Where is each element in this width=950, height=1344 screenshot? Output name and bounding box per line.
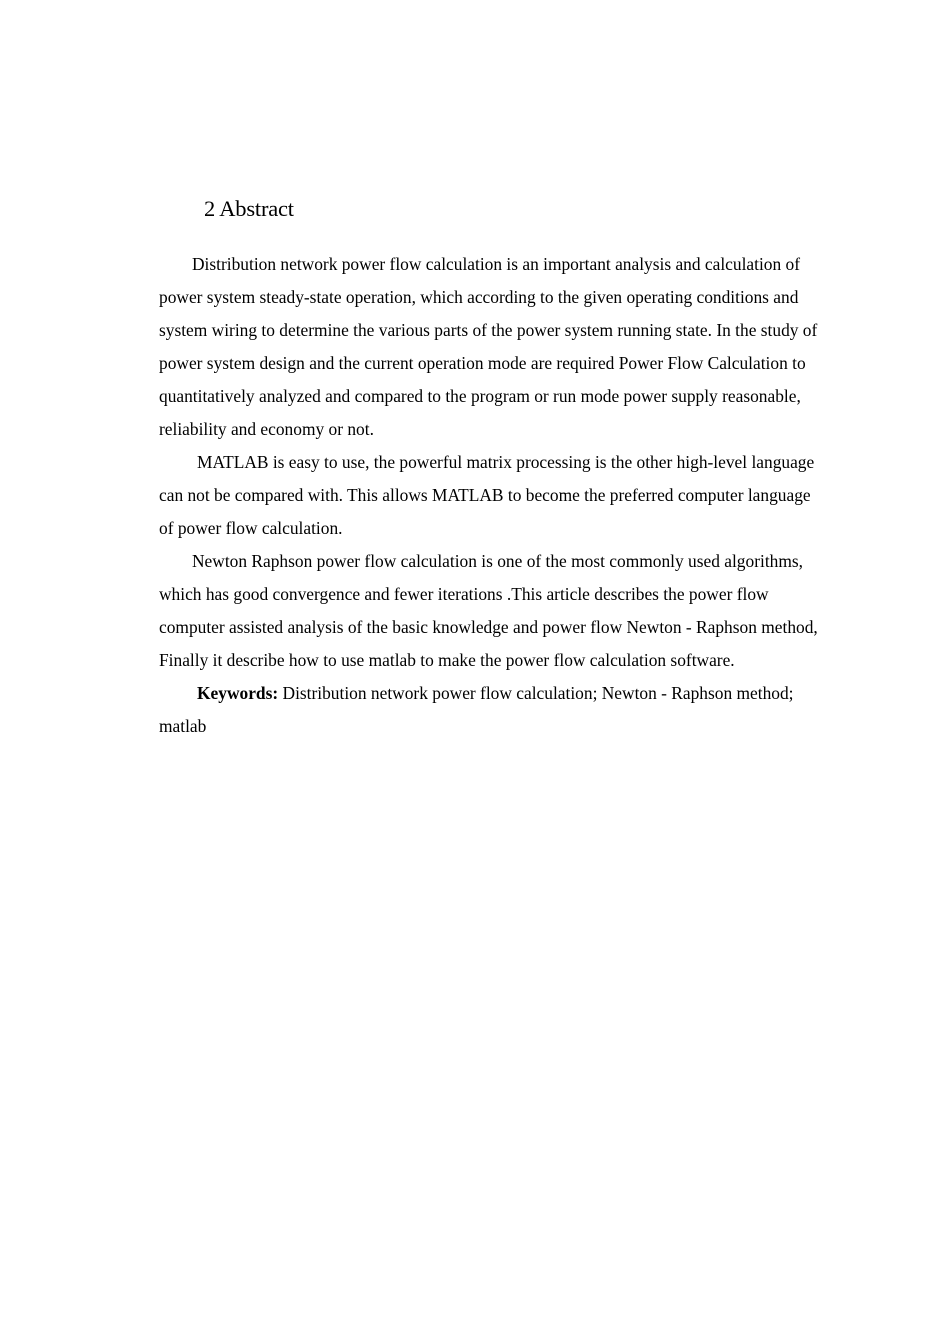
text-line: which has good convergence and fewer iterations .This article describes the power flow: [159, 584, 769, 604]
text-line: MATLAB is easy to use, the powerful matrix processing is the other high-level language: [197, 452, 815, 472]
text-line: quantitatively analyzed and compared to the program or run mode power supply reasonable,: [159, 386, 801, 406]
text-line: system wiring to determine the various parts of the power system running state. In the study of: [159, 320, 818, 340]
text-line: computer assisted analysis of the basic knowledge and power flow Newton - Raphson method,: [159, 617, 818, 637]
text-line: Finally it describe how to use matlab to make the power flow calculation software.: [159, 650, 735, 670]
text-line: power system steady-state operation, which according to the given operating conditions and: [159, 287, 799, 307]
text-line: Distribution network power flow calculation is an important analysis and calculation of: [192, 254, 801, 274]
keywords-label: Keywords:: [197, 683, 279, 703]
abstract-body: [159, 248, 855, 743]
section-heading: 2 Abstract: [204, 196, 294, 221]
abstract-paragraph-2: [159, 446, 855, 545]
keywords-paragraph: [159, 677, 855, 743]
text-line: of power flow calculation.: [159, 518, 343, 538]
keywords-continuation: matlab: [159, 716, 207, 736]
text-line: reliability and economy or not.: [159, 419, 374, 439]
text-line: power system design and the current operation mode are required Power Flow Calculation to: [159, 353, 806, 373]
text-line: Newton Raphson power flow calculation is one of the most commonly used algorithms,: [192, 551, 803, 571]
text-line: can not be compared with. This allows MATLAB to become the preferred computer language: [159, 485, 811, 505]
keywords-text: Distribution network power flow calculation; Newton - Raphson method;: [278, 683, 794, 703]
abstract-paragraph-1: [159, 248, 855, 446]
keywords-line: [159, 677, 855, 710]
abstract-paragraph-3: [159, 545, 855, 677]
